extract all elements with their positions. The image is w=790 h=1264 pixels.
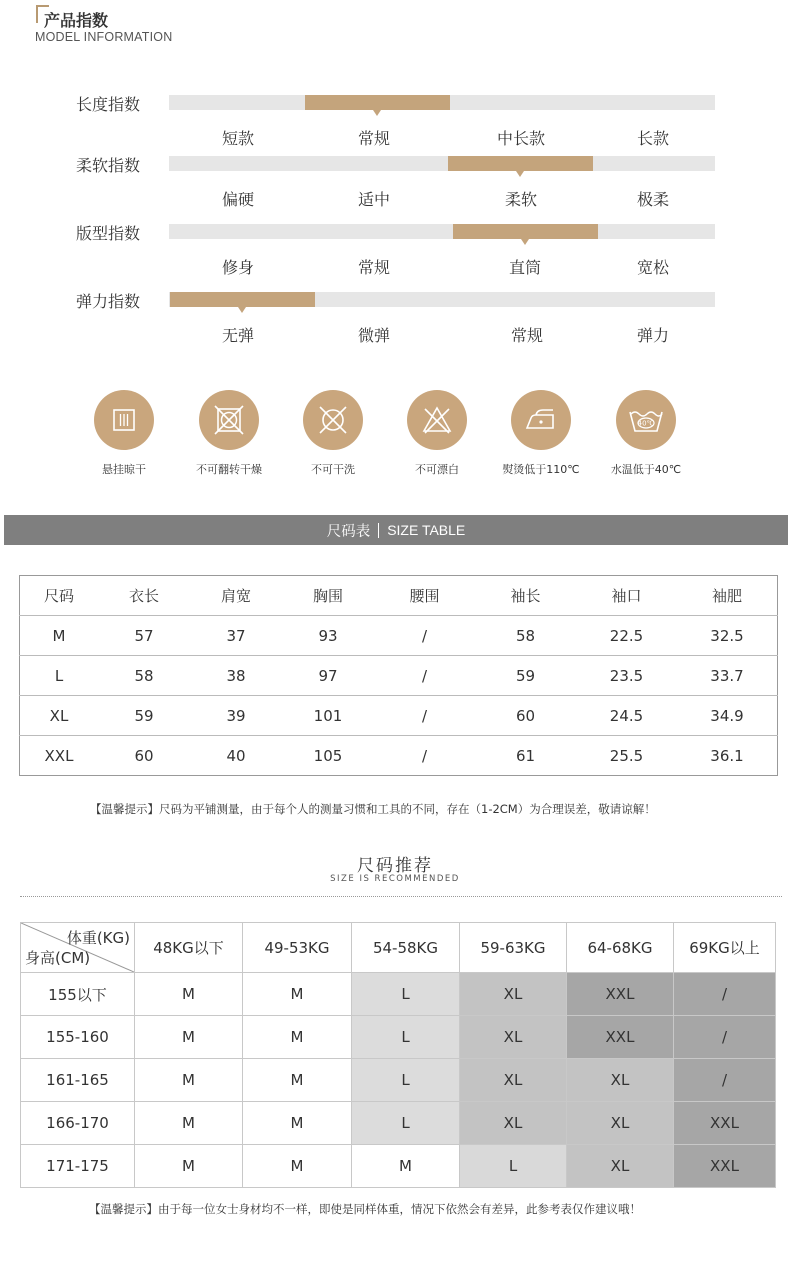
row-header: 166-170 — [21, 1102, 135, 1145]
table-cell: 101 — [282, 696, 374, 736]
index-option: 极柔 — [636, 190, 670, 209]
table-cell: XL — [567, 1145, 674, 1188]
table-cell: L — [460, 1145, 567, 1188]
table-cell: XL — [460, 973, 567, 1016]
wash-temp-text: 40℃ — [637, 419, 655, 428]
table-cell: M — [243, 1102, 352, 1145]
column-header: 尺码 — [43, 587, 74, 605]
index-option: 常规 — [357, 129, 391, 148]
table-cell: XL — [460, 1102, 567, 1145]
recommend-title: 尺码推荐 — [357, 856, 433, 876]
table-cell: 60 — [475, 696, 576, 736]
care-item — [288, 390, 378, 477]
index-option: 宽松 — [636, 258, 670, 277]
care-label: 悬挂晾干 — [102, 463, 146, 476]
table-cell: 32.5 — [677, 616, 778, 656]
table-row — [21, 1059, 776, 1102]
table-cell: 105 — [282, 736, 374, 776]
table-row — [21, 1145, 776, 1188]
wash-40-icon — [616, 390, 676, 450]
table-cell: XL — [20, 696, 99, 736]
index-option: 中长款 — [496, 129, 546, 148]
table-cell: XL — [567, 1059, 674, 1102]
row-header: 155以下 — [21, 973, 135, 1016]
table-cell: 37 — [190, 616, 282, 656]
column-header: 64-68KG — [567, 923, 674, 973]
index-option: 柔软 — [504, 190, 538, 209]
column-header: 69KG以上 — [674, 923, 776, 973]
iron-low-icon — [511, 390, 571, 450]
table-cell: XXL — [674, 1145, 776, 1188]
section-subtitle: MODEL INFORMATION — [35, 30, 173, 44]
size-table-title: 尺码表 — [326, 523, 371, 540]
index-track — [169, 292, 715, 307]
care-label: 不可翻转干燥 — [196, 463, 262, 476]
table-cell: 93 — [282, 616, 374, 656]
table-cell: / — [374, 696, 475, 736]
table-cell: 38 — [190, 656, 282, 696]
care-label: 不可漂白 — [415, 463, 459, 476]
care-label: 水温低于40℃ — [610, 463, 682, 476]
size-table-heading — [4, 515, 788, 545]
table-cell: 57 — [98, 616, 190, 656]
table-cell: M — [243, 1016, 352, 1059]
table-cell: / — [674, 1059, 776, 1102]
index-fill — [448, 156, 593, 171]
table-row — [20, 736, 778, 776]
table-row — [20, 656, 778, 696]
corner-header — [21, 923, 135, 973]
table-cell: 60 — [98, 736, 190, 776]
table-cell: 40 — [190, 736, 282, 776]
index-option: 常规 — [510, 326, 544, 345]
column-header: 48KG以下 — [135, 923, 243, 973]
index-option: 弹力 — [636, 326, 670, 345]
table-cell: L — [20, 656, 99, 696]
no-bleach-icon — [407, 390, 467, 450]
index-option: 偏硬 — [221, 190, 255, 209]
table-cell: M — [135, 1102, 243, 1145]
table-cell: 22.5 — [576, 616, 677, 656]
recommend-subtitle: SIZE IS RECOMMENDED — [330, 874, 460, 884]
table-cell: M — [135, 1016, 243, 1059]
index-label: 柔软指数 — [76, 156, 141, 175]
column-header: 袖口 — [611, 587, 642, 605]
column-header: 59-63KG — [460, 923, 567, 973]
care-item — [392, 390, 482, 477]
table-cell: / — [374, 616, 475, 656]
index-marker — [516, 171, 524, 177]
table-row — [20, 616, 778, 656]
index-option: 修身 — [221, 258, 255, 277]
index-marker — [238, 307, 246, 313]
table-cell: / — [374, 736, 475, 776]
index-fill — [305, 95, 450, 110]
index-label: 长度指数 — [76, 95, 141, 114]
table-cell: / — [374, 656, 475, 696]
index-track — [169, 156, 715, 171]
table-cell: 59 — [475, 656, 576, 696]
table-cell: L — [352, 973, 460, 1016]
table-cell: L — [352, 1059, 460, 1102]
size-table — [19, 575, 778, 776]
table-cell: M — [243, 973, 352, 1016]
no-dry-clean-icon — [303, 390, 363, 450]
index-fill — [170, 292, 315, 307]
table-cell: 36.1 — [677, 736, 778, 776]
index-option: 短款 — [221, 129, 255, 148]
table-cell: XXL — [20, 736, 99, 776]
table-cell: XL — [460, 1059, 567, 1102]
table-cell: XXL — [674, 1102, 776, 1145]
index-label: 版型指数 — [76, 224, 141, 243]
index-marker — [373, 110, 381, 116]
table-cell: 58 — [98, 656, 190, 696]
table-cell: XL — [460, 1016, 567, 1059]
row-header: 171-175 — [21, 1145, 135, 1188]
column-header: 袖肥 — [711, 587, 742, 605]
hang-dry-icon — [94, 390, 154, 450]
care-label: 熨烫低于110℃ — [502, 463, 580, 476]
table-cell: XXL — [567, 1016, 674, 1059]
table-cell: 39 — [190, 696, 282, 736]
table-cell: L — [352, 1016, 460, 1059]
corner-height-label: 身高(CM) — [25, 949, 91, 967]
table-cell: 34.9 — [677, 696, 778, 736]
table-row — [21, 1016, 776, 1059]
index-option: 直筒 — [508, 258, 542, 277]
table-cell: 24.5 — [576, 696, 677, 736]
table-cell: 58 — [475, 616, 576, 656]
care-item — [79, 390, 169, 477]
column-header: 49-53KG — [243, 923, 352, 973]
column-header: 胸围 — [312, 587, 343, 605]
column-header: 腰围 — [409, 587, 440, 605]
table-row — [20, 696, 778, 736]
table-cell: / — [674, 973, 776, 1016]
index-option: 适中 — [357, 190, 391, 209]
no-tumble-dry-icon — [199, 390, 259, 450]
care-label: 不可干洗 — [311, 463, 355, 476]
row-header: 161-165 — [21, 1059, 135, 1102]
table-header-row — [21, 923, 776, 973]
table-row — [21, 1102, 776, 1145]
dotted-divider — [20, 896, 782, 897]
table-cell: 23.5 — [576, 656, 677, 696]
table-cell: / — [674, 1016, 776, 1059]
table-cell: 61 — [475, 736, 576, 776]
table-cell: XXL — [567, 973, 674, 1016]
heading-divider — [378, 523, 379, 538]
recommend-tip: 【温馨提示】由于每一位女士身材均不一样，即使是同样体重，情况下依然会有差异，此参考表仅作建议哦！ — [89, 1202, 641, 1216]
care-item — [601, 390, 691, 477]
column-header: 肩宽 — [220, 587, 251, 605]
table-cell: XL — [567, 1102, 674, 1145]
table-cell: M — [20, 616, 99, 656]
corner-weight-label: 体重(KG) — [66, 929, 130, 947]
size-table-tip: 【温馨提示】尺码为平铺测量，由于每个人的测量习惯和工具的不同，存在（1-2CM）为合理误差，敬请谅解！ — [90, 802, 656, 816]
care-item — [184, 390, 274, 477]
index-track — [169, 224, 715, 239]
table-cell: M — [243, 1145, 352, 1188]
table-row — [21, 973, 776, 1016]
column-header: 衣长 — [128, 587, 159, 605]
index-marker — [521, 239, 529, 245]
table-cell: 59 — [98, 696, 190, 736]
care-item — [496, 390, 586, 477]
index-fill — [453, 224, 598, 239]
size-table-title-en: SIZE TABLE — [387, 522, 466, 538]
index-option: 微弹 — [357, 326, 391, 345]
table-cell: M — [243, 1059, 352, 1102]
column-header: 袖长 — [510, 587, 541, 605]
column-header: 54-58KG — [352, 923, 460, 973]
recommend-table — [20, 922, 776, 1188]
table-cell: M — [352, 1145, 460, 1188]
table-cell: L — [352, 1102, 460, 1145]
table-cell: 33.7 — [677, 656, 778, 696]
index-track — [169, 95, 715, 110]
table-cell: 97 — [282, 656, 374, 696]
index-option: 无弹 — [221, 326, 255, 345]
table-cell: M — [135, 1145, 243, 1188]
index-option: 常规 — [357, 258, 391, 277]
table-cell: M — [135, 1059, 243, 1102]
table-header-row — [20, 576, 778, 616]
table-cell: 25.5 — [576, 736, 677, 776]
section-title: 产品指数 — [44, 11, 109, 30]
table-cell: M — [135, 973, 243, 1016]
index-option: 长款 — [636, 129, 670, 148]
row-header: 155-160 — [21, 1016, 135, 1059]
index-label: 弹力指数 — [76, 292, 141, 311]
